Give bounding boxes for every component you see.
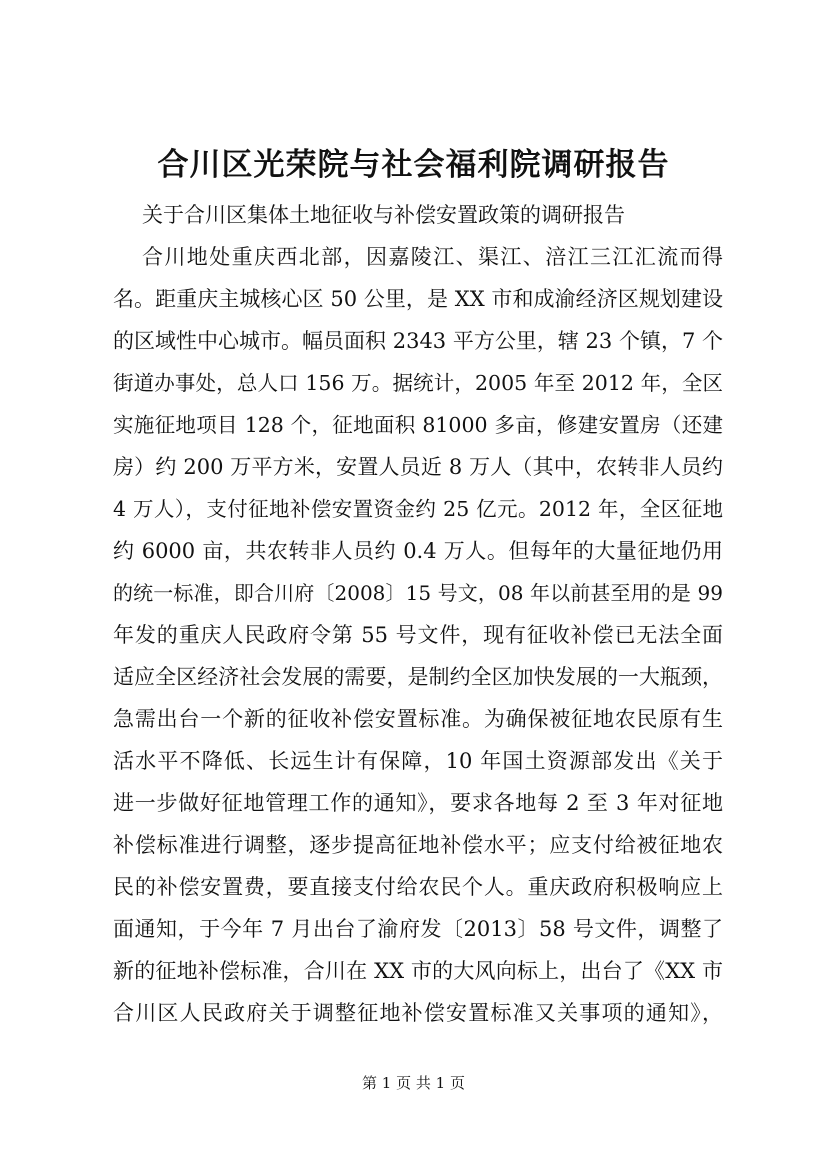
body-line: 活水平不降低、长远生计有保障，10 年国土资源部发出《关于 [113, 749, 723, 773]
document-subtitle: 关于合川区集体土地征收与补偿安置政策的调研报告 [142, 203, 625, 227]
body-line: 合川地处重庆西北部，因嘉陵江、渠江、涪江三江汇流而得 [142, 245, 723, 269]
body-line: 进一步做好征地管理工作的通知》，要求各地每 2 至 3 年对征地 [113, 791, 723, 815]
body-line: 民的补偿安置费，要直接支付给农民个人。重庆政府积极响应上 [113, 875, 723, 899]
body-line: 约 6000 亩，共农转非人员约 0.4 万人。但每年的大量征地仍用 [113, 539, 723, 563]
body-line: 实施征地项目 128 个，征地面积 81000 多亩，修建安置房（还建 [113, 413, 723, 437]
body-line: 适应全区经济社会发展的需要，是制约全区加快发展的一大瓶颈， [113, 665, 723, 689]
body-line: 补偿标准进行调整，逐步提高征地补偿水平；应支付给被征地农 [113, 833, 723, 857]
body-line: 4 万人），支付征地补偿安置资金约 25 亿元。2012 年，全区征地 [113, 497, 723, 521]
body-line: 街道办事处，总人口 156 万。据统计，2005 年至 2012 年，全区 [113, 371, 723, 395]
body-line: 的统一标准，即合川府〔2008〕15 号文，08 年以前甚至用的是 99 [113, 581, 723, 605]
body-line: 年发的重庆人民政府令第 55 号文件，现有征收补偿已无法全面 [113, 623, 723, 647]
body-line: 面通知，于今年 7 月出台了渝府发〔2013〕58 号文件，调整了 [113, 917, 723, 941]
body-line: 急需出台一个新的征收补偿安置标准。为确保被征地农民原有生 [113, 707, 723, 731]
body-line: 合川区人民政府关于调整征地补偿安置标准又关事项的通知》， [113, 1001, 723, 1025]
document-title: 合川区光荣院与社会福利院调研报告 [157, 147, 670, 183]
page-footer: 第 1 页 共 1 页 [362, 1074, 465, 1092]
body-line: 房）约 200 万平方米，安置人员近 8 万人（其中，农转非人员约 [113, 455, 723, 479]
body-line: 名。距重庆主城核心区 50 公里，是 XX 市和成渝经济区规划建设 [113, 287, 723, 311]
body-line: 的区域性中心城市。幅员面积 2343 平方公里，辖 23 个镇，7 个 [113, 329, 723, 353]
body-line: 新的征地补偿标准，合川在 XX 市的大风向标上，出台了《XX 市 [113, 959, 723, 983]
